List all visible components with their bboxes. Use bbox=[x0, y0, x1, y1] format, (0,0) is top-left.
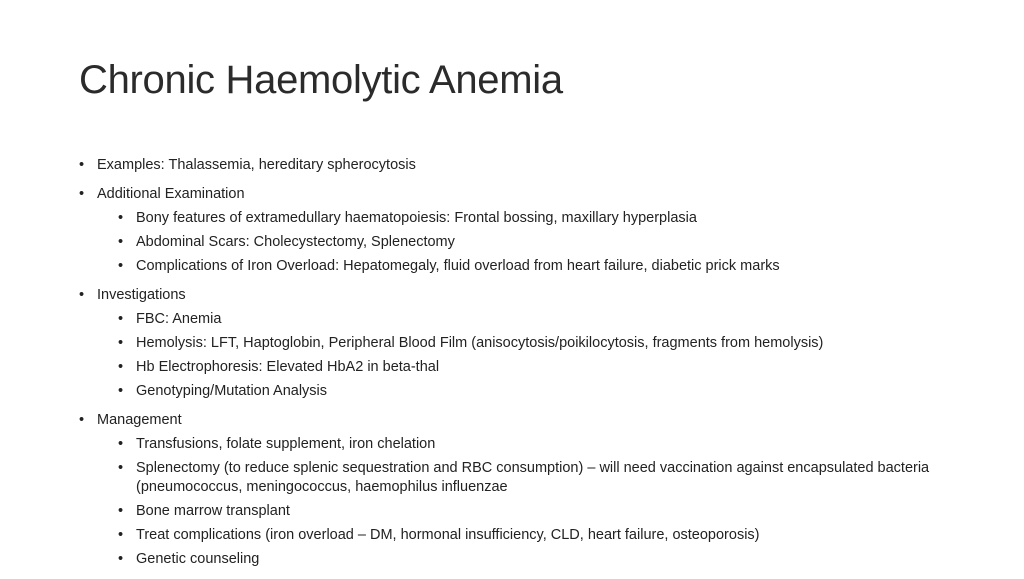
bullet-text: Additional Examination bbox=[97, 186, 245, 202]
bullet-management bbox=[79, 411, 959, 569]
bullet-text: Investigations bbox=[97, 287, 186, 303]
sub-bullet-item: • Genetic counseling bbox=[118, 550, 959, 569]
sub-bullet-item: • FBC: Anemia bbox=[118, 310, 959, 329]
sub-bullet-item: • Bony features of extramedullary haematopoiesis: Frontal bossing, maxillary hyperplasia bbox=[118, 209, 959, 228]
sub-bullet-item: • Treat complications (iron overload – DM, hormonal insufficiency, CLD, heart failure, osteoporosis) bbox=[118, 526, 959, 545]
sub-bullet-item: • Bone marrow transplant bbox=[118, 502, 959, 521]
slide-content bbox=[79, 156, 959, 579]
bullet-examples bbox=[79, 156, 959, 175]
bullet-investigations bbox=[79, 286, 959, 401]
sub-bullet-item: • Transfusions, folate supplement, iron chelation bbox=[118, 435, 959, 454]
bullet-list bbox=[79, 156, 959, 569]
sub-bullet-item: • Splenectomy (to reduce splenic sequestration and RBC consumption) – will need vaccination against encapsulated bacteria (pneumococcus, meningococcus, haemophilus influenzae bbox=[118, 459, 959, 497]
sub-bullet-item: • Complications of Iron Overload: Hepatomegaly, fluid overload from heart failure, diabetic prick marks bbox=[118, 257, 959, 276]
sub-bullet-item: • Hemolysis: LFT, Haptoglobin, Peripheral Blood Film (anisocytosis/poikilocytosis, fragments from hemolysis) bbox=[118, 334, 959, 353]
bullet-additional-examination bbox=[79, 185, 959, 276]
sub-bullet-item: • Genotyping/Mutation Analysis bbox=[118, 382, 959, 401]
sub-bullet-item: • Abdominal Scars: Cholecystectomy, Splenectomy bbox=[118, 233, 959, 252]
sub-bullet-item: • Hb Electrophoresis: Elevated HbA2 in beta-thal bbox=[118, 358, 959, 377]
slide-title: Chronic Haemolytic Anemia bbox=[79, 58, 563, 102]
sub-bullet-list bbox=[97, 310, 959, 401]
sub-bullet-list bbox=[97, 435, 959, 569]
sub-bullet-list bbox=[97, 209, 959, 276]
bullet-text: Examples: Thalassemia, hereditary spherocytosis bbox=[97, 157, 416, 173]
bullet-text: Management bbox=[97, 412, 182, 428]
